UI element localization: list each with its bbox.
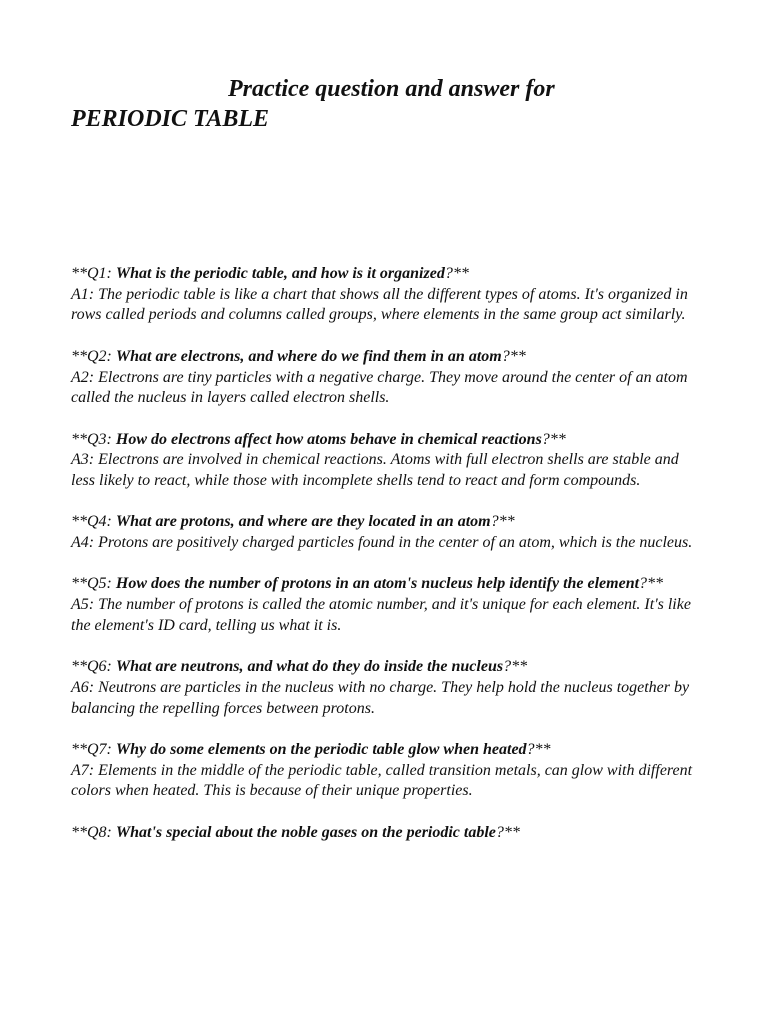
question-prefix: **Q2: xyxy=(71,347,116,365)
question-suffix: ?** xyxy=(639,575,664,593)
question-4 xyxy=(71,512,697,533)
qa-list xyxy=(71,264,697,864)
qa-item-4 xyxy=(71,512,697,553)
question-suffix: ?** xyxy=(541,430,566,448)
question-text: What is the periodic table, and how is it organized xyxy=(115,265,445,282)
question-suffix: ?** xyxy=(503,658,528,676)
question-prefix: **Q7: xyxy=(71,741,116,759)
answer-5: A5: The number of protons is called the atomic number, and it's unique for each element. It's like the element's ID card, telling us what it is. xyxy=(71,596,691,634)
document-subtitle: PERIODIC TABLE xyxy=(71,106,270,132)
question-text: What are electrons, and where do we find them in an atom xyxy=(115,347,502,365)
question-3 xyxy=(71,430,697,451)
question-suffix: ?** xyxy=(495,823,520,841)
question-prefix: **Q5: xyxy=(71,575,116,593)
question-prefix: **Q1: xyxy=(71,265,116,282)
question-text: What's special about the noble gases on the periodic table xyxy=(115,823,496,841)
qa-item-7 xyxy=(71,740,697,802)
qa-item-6 xyxy=(71,657,697,719)
document-title: Practice question and answer for xyxy=(228,76,555,102)
qa-item-5 xyxy=(71,574,697,636)
answer-2: A2: Electrons are tiny particles with a negative charge. They move around the center of an atom called the nucleus in layers called electron shells. xyxy=(71,368,688,407)
qa-item-2 xyxy=(71,347,697,409)
question-text: What are neutrons, and what do they do inside the nucleus xyxy=(115,658,504,676)
question-5 xyxy=(71,574,697,595)
qa-item-1 xyxy=(71,264,697,326)
question-2 xyxy=(71,347,697,368)
qa-item-8 xyxy=(71,823,697,844)
question-prefix: **Q8: xyxy=(71,823,116,841)
question-text: How do electrons affect how atoms behave in chemical reactions xyxy=(115,430,542,448)
question-suffix: ?** xyxy=(444,265,469,282)
question-7 xyxy=(71,740,697,761)
question-text: Why do some elements on the periodic table glow when heated xyxy=(115,741,527,759)
question-text: What are protons, and where are they located in an atom xyxy=(115,513,491,531)
question-6 xyxy=(71,657,697,678)
question-8 xyxy=(71,823,697,844)
answer-6: A6: Neutrons are particles in the nucleus with no charge. They help hold the nucleus together by balancing the repelling forces between protons. xyxy=(71,678,690,717)
question-suffix: ?** xyxy=(526,741,551,759)
question-suffix: ?** xyxy=(501,347,526,365)
answer-3: A3: Electrons are involved in chemical reactions. Atoms with full electron shells are stable and less likely to react, while those with incomplete shells tend to react and form compounds. xyxy=(71,451,679,489)
question-prefix: **Q4: xyxy=(71,513,116,531)
answer-1: A1: The periodic table is like a chart that shows all the different types of atoms. It's organized in rows called periods and columns called groups, where elements in the same group act similarly. xyxy=(71,285,688,324)
question-text: How does the number of protons in an atom's nucleus help identify the element xyxy=(115,575,640,593)
answer-4: A4: Protons are positively charged particles found in the center of an atom, which is the nucleus. xyxy=(71,534,693,552)
question-suffix: ?** xyxy=(490,513,515,531)
question-prefix: **Q6: xyxy=(71,658,116,676)
qa-item-3 xyxy=(71,430,697,492)
question-prefix: **Q3: xyxy=(71,430,116,448)
answer-7: A7: Elements in the middle of the periodic table, called transition metals, can glow with different colors when heated. This is because of their unique properties. xyxy=(71,761,693,800)
question-1 xyxy=(71,264,697,285)
